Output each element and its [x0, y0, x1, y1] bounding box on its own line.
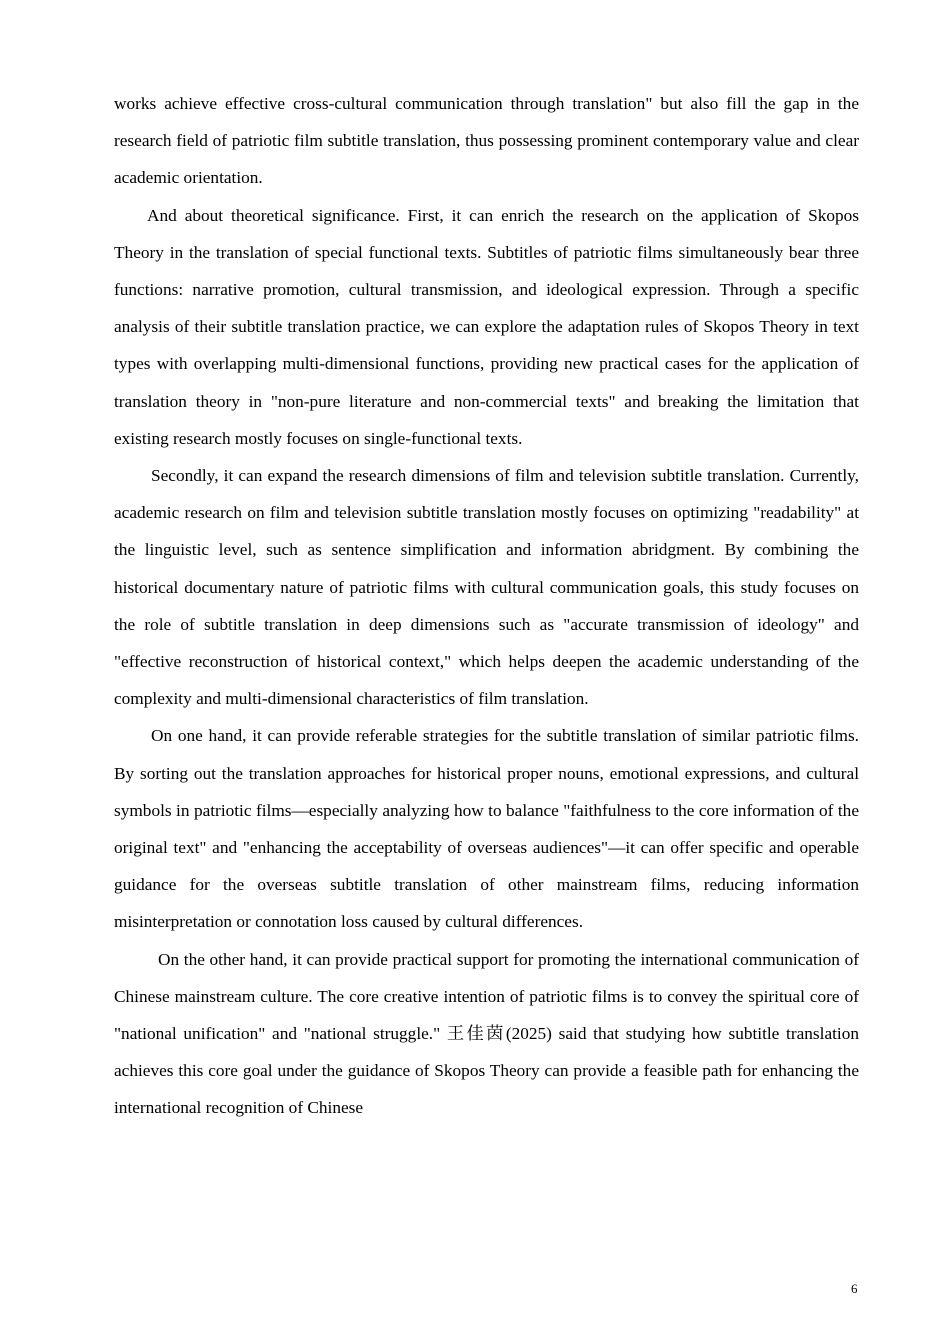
- document-body: [114, 85, 859, 1127]
- body-paragraph: works achieve effective cross-cultural communication through translation" but also fill the gap in the research field of patriotic film subtitle translation, thus possessing prominent contemporary value and clear academic orientation.: [114, 94, 859, 188]
- page-number: 6: [851, 1281, 858, 1296]
- body-paragraph: On one hand, it can provide referable strategies for the subtitle translation of similar patriotic films. By sorting out the translation approaches for historical proper nouns, emotional expressions, and cultural symbols in patriotic films—especially analyzing how to balance "faithfulness to the core information of the original text" and "enhancing the acceptability of overseas audiences"—it can offer specific and operable guidance for the overseas subtitle translation of other mainstream films, reducing information misinterpretation or connotation loss caused by cultural differences.: [114, 726, 859, 932]
- body-paragraph: And about theoretical significance. First, it can enrich the research on the application of Skopos Theory in the translation of special functional texts. Subtitles of patriotic films simultaneously bear three functions: narrative promotion, cultural transmission, and ideological expression. Through a specific analysis of their subtitle translation practice, we can explore the adaptation rules of Skopos Theory in text types with overlapping multi-dimensional functions, providing new practical cases for the application of translation theory in "non-pure literature and non-commercial texts" and breaking the limitation that existing research mostly focuses on single-functional texts.: [114, 205, 859, 448]
- body-paragraph: On the other hand, it can provide practical support for promoting the international communication of Chinese mainstream culture. The core creative intention of patriotic films is to convey the spiritual core of "national unification" and "national struggle." 王佳茵(2025) said that studying how subtitle translation achieves this core goal under the guidance of Skopos Theory can provide a feasible path for enhancing the international recognition of Chinese: [114, 949, 859, 1118]
- body-paragraph: Secondly, it can expand the research dimensions of film and television subtitle translation. Currently, academic research on film and television subtitle translation mostly focuses on optimizing "readability" at the linguistic level, such as sentence simplification and information abridgment. By combining the historical documentary nature of patriotic films with cultural communication goals, this study focuses on the role of subtitle translation in deep dimensions such as "accurate transmission of ideology" and "effective reconstruction of historical context," which helps deepen the academic understanding of the complexity and multi-dimensional characteristics of film translation.: [114, 466, 859, 709]
